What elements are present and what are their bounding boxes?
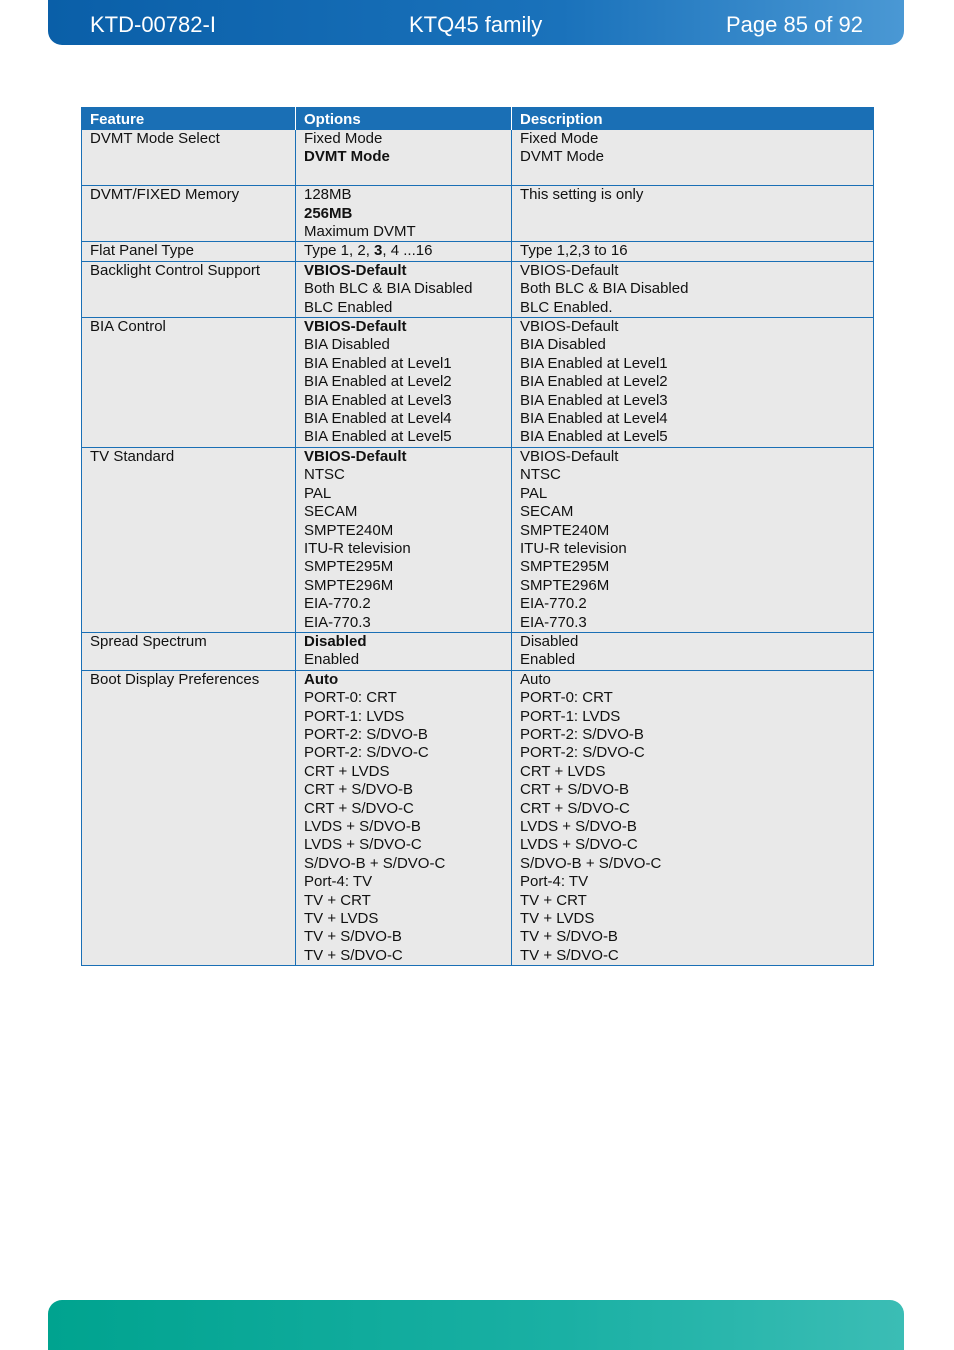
option-line: LVDS + S/DVO-B xyxy=(304,818,421,835)
options-cell xyxy=(296,261,512,317)
feature-name: TV Standard xyxy=(90,447,175,465)
options-cell xyxy=(296,318,512,448)
option-line: CRT + S/DVO-B xyxy=(304,781,414,799)
column-header-description: Description xyxy=(512,108,874,130)
option-line: TV + LVDS xyxy=(304,910,379,928)
options-cell xyxy=(296,632,512,670)
table-row xyxy=(82,242,874,261)
option-line: Maximum DVMT xyxy=(304,223,416,240)
description-line: BIA Enabled at Level2 xyxy=(520,373,668,391)
option-line: Both BLC & BIA Disabled xyxy=(304,280,473,298)
description-line: EIA-770.2 xyxy=(520,595,587,613)
option-line: TV + CRT xyxy=(304,891,371,909)
description-line: TV + LVDS xyxy=(520,910,595,928)
table-row xyxy=(82,447,874,632)
description-line: ITU-R television xyxy=(520,539,627,557)
feature-cell xyxy=(82,242,296,261)
description-cell xyxy=(512,318,874,448)
option-line: Enabled xyxy=(304,651,360,669)
description-line: LVDS + S/DVO-C xyxy=(520,836,638,854)
default-option-line: DVMT Mode xyxy=(304,148,390,166)
table-row xyxy=(82,261,874,317)
feature-name: Flat Panel Type xyxy=(90,242,194,260)
option-line: PORT-0: CRT xyxy=(304,689,397,707)
description-cell xyxy=(512,447,874,632)
feature-name: Boot Display Preferences xyxy=(90,670,260,688)
description-line: PORT-0: CRT xyxy=(520,689,613,707)
option-line: BIA Disabled xyxy=(304,336,390,354)
description-cell xyxy=(512,261,874,317)
option-line: SMPTE296M xyxy=(304,576,394,594)
description-cell xyxy=(512,130,874,186)
page-header xyxy=(48,0,904,45)
column-header-options: Options xyxy=(296,108,512,130)
description-line: EIA-770.3 xyxy=(520,613,587,631)
page-footer-bar xyxy=(48,1300,904,1350)
option-line: Fixed Mode xyxy=(304,130,383,147)
feature-cell xyxy=(82,261,296,317)
option-line: ITU-R television xyxy=(304,539,411,557)
option-line: EIA-770.2 xyxy=(304,595,371,613)
feature-table xyxy=(81,107,874,966)
description-line: DVMT Mode xyxy=(520,148,604,166)
description-line: Auto xyxy=(520,670,551,688)
option-line: BIA Enabled at Level2 xyxy=(304,373,452,391)
default-option-line: VBIOS-Default xyxy=(304,261,407,279)
option-line: BIA Enabled at Level3 xyxy=(304,391,452,409)
option-line: PAL xyxy=(304,484,332,502)
page-number: Page 85 of 92 xyxy=(725,12,863,37)
description-line: SMPTE240M xyxy=(520,521,610,539)
description-line: PORT-2: S/DVO-C xyxy=(520,744,645,762)
column-header-feature: Feature xyxy=(82,108,296,130)
feature-name: Backlight Control Support xyxy=(90,261,261,279)
description-line: SMPTE296M xyxy=(520,576,610,594)
description-line: TV + S/DVO-B xyxy=(520,928,618,946)
option-line: PORT-2: S/DVO-C xyxy=(304,744,429,762)
description-line: PORT-2: S/DVO-B xyxy=(520,725,644,743)
description-line: Both BLC & BIA Disabled xyxy=(520,280,689,298)
description-cell xyxy=(512,670,874,966)
option-line: PORT-2: S/DVO-B xyxy=(304,725,428,743)
description-line: CRT + S/DVO-B xyxy=(520,781,630,799)
options-cell xyxy=(296,130,512,186)
description-line: Disabled xyxy=(520,632,579,650)
options-cell xyxy=(296,670,512,966)
feature-name: BIA Control xyxy=(90,318,166,336)
table-row xyxy=(82,632,874,670)
description-line: BIA Disabled xyxy=(520,336,606,354)
table-row xyxy=(82,318,874,448)
option-line: Port-4: TV xyxy=(304,873,373,891)
description-line: TV + CRT xyxy=(520,891,587,909)
description-line: SMPTE295M xyxy=(520,558,610,576)
option-line: TV + S/DVO-B xyxy=(304,928,402,946)
description-line: VBIOS-Default xyxy=(520,261,619,279)
feature-cell xyxy=(82,186,296,242)
feature-cell xyxy=(82,130,296,186)
option-line: SMPTE240M xyxy=(304,521,394,539)
option-line: CRT + LVDS xyxy=(304,762,390,780)
table-header-row xyxy=(82,108,874,130)
default-option-line: Disabled xyxy=(304,632,367,650)
description-line: BLC Enabled. xyxy=(520,298,613,316)
description-line: LVDS + S/DVO-B xyxy=(520,818,637,835)
options-cell xyxy=(296,186,512,242)
description-cell xyxy=(512,186,874,242)
description-line: BIA Enabled at Level1 xyxy=(520,354,668,372)
description-line: Port-4: TV xyxy=(520,873,589,891)
option-line xyxy=(304,242,503,260)
description-line: CRT + S/DVO-C xyxy=(520,799,630,817)
option-line: SECAM xyxy=(304,503,358,521)
option-line: NTSC xyxy=(304,466,345,484)
options-cell xyxy=(296,447,512,632)
default-option-line: VBIOS-Default xyxy=(304,318,407,336)
document-id: KTD-00782-I xyxy=(90,12,216,37)
feature-name: DVMT Mode Select xyxy=(90,130,220,147)
table-body xyxy=(82,130,874,966)
table-row xyxy=(82,670,874,966)
option-line: CRT + S/DVO-C xyxy=(304,799,414,817)
option-line: BLC Enabled xyxy=(304,298,393,316)
description-line: S/DVO-B + S/DVO-C xyxy=(520,854,662,872)
option-line: EIA-770.3 xyxy=(304,613,371,631)
description-line: NTSC xyxy=(520,466,561,484)
option-line: 128MB xyxy=(304,186,352,204)
default-option-line: 256MB xyxy=(304,204,353,222)
feature-name: Spread Spectrum xyxy=(90,632,207,650)
description-line: VBIOS-Default xyxy=(520,318,619,336)
description-cell xyxy=(512,242,874,261)
option-line: BIA Enabled at Level4 xyxy=(304,410,452,428)
description-line: PORT-1: LVDS xyxy=(520,707,621,725)
option-text: Type 1, 2, xyxy=(304,242,375,260)
description-cell xyxy=(512,632,874,670)
feature-name: DVMT/FIXED Memory xyxy=(90,186,240,204)
product-family: KTQ45 family xyxy=(409,12,543,37)
feature-cell xyxy=(82,447,296,632)
option-line: S/DVO-B + S/DVO-C xyxy=(304,854,446,872)
description-line: BIA Enabled at Level5 xyxy=(520,428,668,446)
option-line: SMPTE295M xyxy=(304,558,394,576)
option-text: , 4 ...16 xyxy=(382,242,433,260)
option-line: LVDS + S/DVO-C xyxy=(304,836,422,854)
description-line: BIA Enabled at Level4 xyxy=(520,410,668,428)
option-line: BIA Enabled at Level1 xyxy=(304,354,452,372)
default-option-text: 3 xyxy=(374,242,383,260)
feature-cell xyxy=(82,632,296,670)
description-line: TV + S/DVO-C xyxy=(520,946,619,964)
default-option-line: VBIOS-Default xyxy=(304,447,407,465)
description-line: Fixed Mode xyxy=(520,130,599,147)
table-row xyxy=(82,186,874,242)
description-line: Enabled xyxy=(520,651,576,669)
description-line: VBIOS-Default xyxy=(520,447,619,465)
description-line: CRT + LVDS xyxy=(520,762,606,780)
default-option-line: Auto xyxy=(304,670,339,688)
description-line: This setting is only xyxy=(520,186,644,204)
description-line: SECAM xyxy=(520,503,574,521)
description-line: PAL xyxy=(520,484,548,502)
option-line: BIA Enabled at Level5 xyxy=(304,428,452,446)
description-line: Type 1,2,3 to 16 xyxy=(520,242,628,260)
feature-cell xyxy=(82,670,296,966)
options-cell xyxy=(296,242,512,261)
table-row xyxy=(82,130,874,186)
option-line: PORT-1: LVDS xyxy=(304,707,405,725)
option-line: TV + S/DVO-C xyxy=(304,946,403,964)
description-line: BIA Enabled at Level3 xyxy=(520,391,668,409)
feature-cell xyxy=(82,318,296,448)
